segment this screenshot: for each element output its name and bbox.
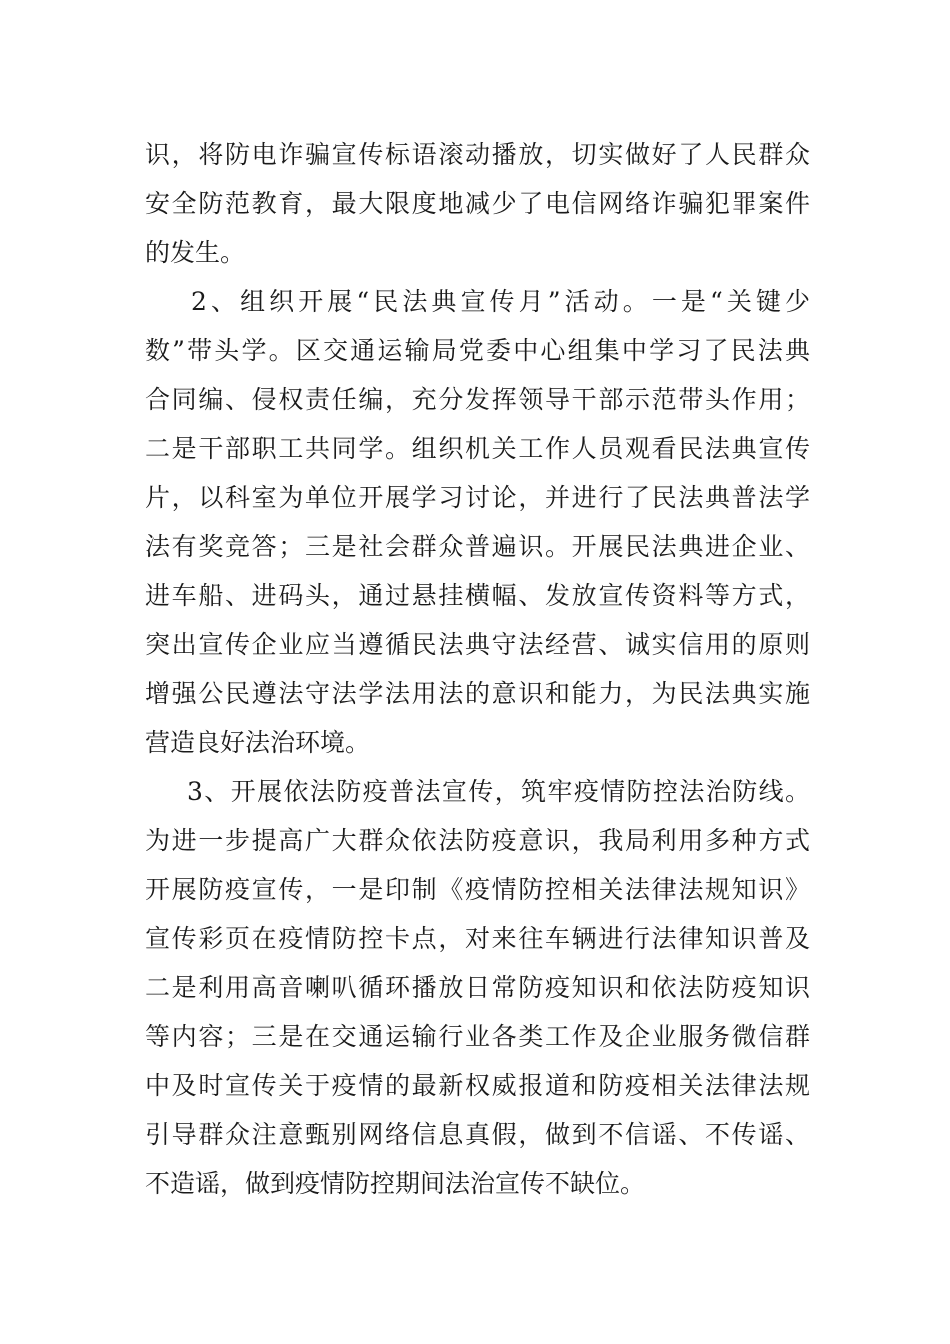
- text-line: 3、开展依法防疫普法宣传，筑牢疫情防控法治防线。: [187, 777, 810, 806]
- text-line: 的发生。: [145, 238, 246, 267]
- paragraph-2: [145, 277, 810, 767]
- text-line: 识，将防电诈骗宣传标语滚动播放，切实做好了人民群众: [145, 140, 810, 169]
- text-line: 合同编、侵权责任编，充分发挥领导干部示范带头作用；: [145, 385, 810, 414]
- text-line: 为进一步提高广大群众依法防疫意识，我局利用多种方式: [145, 826, 810, 855]
- text-line: 营造良好法治环境。: [145, 728, 371, 757]
- text-line: 二是利用高音喇叭循环播放日常防疫知识和依法防疫知识: [145, 973, 810, 1002]
- text-line: 增强公民遵法守法学法用法的意识和能力，为民法典实施: [145, 679, 810, 708]
- paragraph-3: [145, 767, 810, 1208]
- text-line: 2、组织开展“民法典宣传月”活动。一是“关键少: [191, 287, 810, 316]
- text-line: 片，以科室为单位开展学习讨论，并进行了民法典普法学: [145, 483, 810, 512]
- text-line: 不造谣，做到疫情防控期间法治宣传不缺位。: [145, 1169, 646, 1198]
- text-line: 宣传彩页在疫情防控卡点，对来往车辆进行法律知识普及: [145, 924, 810, 953]
- text-line: 开展防疫宣传，一是印制《疫情防控相关法律法规知识》: [145, 875, 810, 904]
- text-line: 法有奖竞答；三是社会群众普遍识。开展民法典进企业、: [145, 532, 810, 561]
- text-line: 数”带头学。区交通运输局党委中心组集中学习了民法典: [145, 336, 810, 365]
- paragraph-1: [145, 130, 810, 277]
- text-line: 突出宣传企业应当遵循民法典守法经营、诚实信用的原则: [145, 630, 810, 659]
- text-line: 二是干部职工共同学。组织机关工作人员观看民法典宣传: [145, 434, 810, 463]
- text-line: 进车船、进码头，通过悬挂横幅、发放宣传资料等方式，: [145, 581, 810, 610]
- text-line: 等内容；三是在交通运输行业各类工作及企业服务微信群: [145, 1022, 810, 1051]
- text-line: 安全防范教育，最大限度地减少了电信网络诈骗犯罪案件: [145, 189, 810, 218]
- text-line: 中及时宣传关于疫情的最新权威报道和防疫相关法律法规: [145, 1071, 810, 1100]
- text-line: 引导群众注意甄别网络信息真假，做到不信谣、不传谣、: [145, 1120, 810, 1149]
- document-body: [145, 130, 810, 1208]
